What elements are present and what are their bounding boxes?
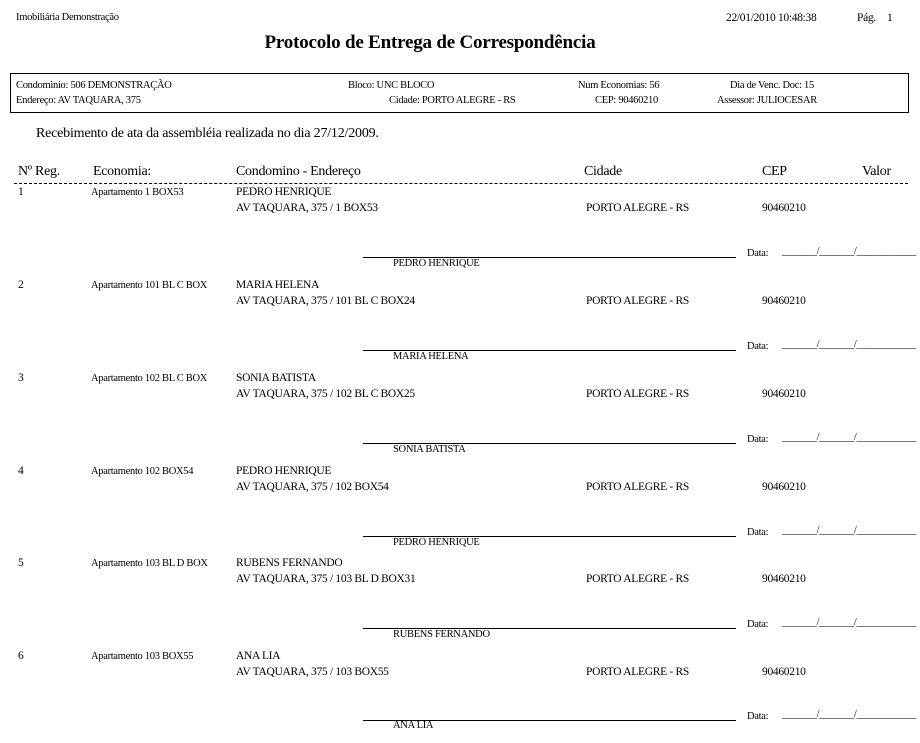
dia-venc-label: Dia de Venc. Doc: [730, 80, 802, 91]
num-economias-label: Num Economias: [578, 80, 647, 91]
bloco-value: UNC BLOCO [376, 80, 435, 91]
header-divider [14, 183, 908, 184]
signer-name: RUBENS FERNANDO [393, 629, 490, 640]
recipient-city: PORTO ALEGRE - RS [586, 202, 689, 214]
dia-venc-field [730, 80, 814, 91]
recipient-name: RUBENS FERNANDO [236, 557, 343, 569]
condominio-label: Condominio: [16, 80, 69, 91]
reg-number: 3 [18, 372, 24, 384]
recipient-cep: 90460210 [762, 202, 806, 214]
col-header-condomino: Condomino - Endereço [236, 164, 361, 179]
table-row [0, 557, 920, 650]
col-header-cidade: Cidade [584, 164, 622, 179]
col-header-reg: Nº Reg. [18, 164, 60, 179]
table-row [0, 186, 920, 279]
company-name: Imobiliária Demonstração [16, 12, 119, 23]
page-label: Pág. [857, 12, 876, 24]
condominium-info-box [10, 73, 909, 113]
endereco-value: AV TAQUARA, 375 [57, 95, 141, 106]
date-blank: _______/_______/____________ [782, 339, 916, 350]
economia: Apartamento 103 BOX55 [91, 651, 194, 662]
date-label: Data: [747, 619, 769, 630]
date-label: Data: [747, 527, 769, 538]
date-blank: _______/_______/____________ [782, 525, 916, 536]
recipient-cep: 90460210 [762, 388, 806, 400]
reg-number: 1 [18, 186, 24, 198]
date-blank: _______/_______/____________ [782, 432, 916, 443]
cidade-value: PORTO ALEGRE - RS [421, 95, 516, 106]
date-label: Data: [747, 434, 769, 445]
economia: Apartamento 1 BOX53 [91, 187, 184, 198]
num-economias-value: 56 [649, 80, 660, 91]
endereco-field [16, 95, 141, 106]
signer-name: SONIA BATISTA [393, 444, 466, 455]
recipient-address: AV TAQUARA, 375 / 102 BOX54 [236, 481, 389, 493]
page-title: Protocolo de Entrega de Correspondência [264, 32, 596, 53]
assessor-label: Assessor: [717, 95, 755, 106]
signer-name: MARIA HELENA [393, 351, 469, 362]
col-header-cep: CEP [762, 164, 787, 179]
col-header-valor: Valor [862, 164, 891, 179]
assessor-field [717, 95, 817, 106]
date-blank: _______/_______/____________ [782, 617, 916, 628]
dia-venc-value: 15 [804, 80, 814, 91]
reg-number: 4 [18, 465, 24, 477]
economia: Apartamento 101 BL C BOX [91, 280, 208, 291]
recipient-city: PORTO ALEGRE - RS [586, 295, 689, 307]
table-row [0, 650, 920, 743]
receipt-message: Recebimento de ata da assembléia realizada no dia 27/12/2009. [36, 126, 379, 141]
reg-number: 2 [18, 279, 24, 291]
condominio-value: 506 DEMONSTRAÇÃO [70, 80, 172, 91]
recipient-cep: 90460210 [762, 481, 806, 493]
endereco-label: Endereço: [16, 95, 56, 106]
date-blank: _______/_______/____________ [782, 709, 916, 720]
economia: Apartamento 102 BL C BOX [91, 373, 208, 384]
economia: Apartamento 102 BOX54 [91, 466, 194, 477]
recipient-name: PEDRO HENRIQUE [236, 465, 332, 477]
recipient-name: SONIA BATISTA [236, 372, 316, 384]
reg-number: 6 [18, 650, 24, 662]
page-number: 1 [887, 12, 893, 24]
table-row [0, 465, 920, 558]
recipient-address: AV TAQUARA, 375 / 102 BL C BOX25 [236, 388, 415, 400]
report-datetime: 22/01/2010 10:48:38 [726, 12, 817, 24]
condominio-field [16, 80, 172, 91]
date-label: Data: [747, 341, 769, 352]
table-row [0, 279, 920, 372]
bloco-field [348, 80, 434, 91]
recipient-address: AV TAQUARA, 375 / 103 BL D BOX31 [236, 573, 416, 585]
recipient-name: ANA LIA [236, 650, 281, 662]
recipient-city: PORTO ALEGRE - RS [586, 666, 689, 678]
signer-name: PEDRO HENRIQUE [393, 258, 480, 269]
recipient-address: AV TAQUARA, 375 / 101 BL C BOX24 [236, 295, 415, 307]
recipient-city: PORTO ALEGRE - RS [586, 481, 689, 493]
date-label: Data: [747, 248, 769, 259]
reg-number: 5 [18, 557, 24, 569]
num-economias-field [578, 80, 659, 91]
signer-name: PEDRO HENRIQUE [393, 537, 480, 548]
col-header-economia: Economia: [93, 164, 151, 179]
recipient-name: PEDRO HENRIQUE [236, 186, 332, 198]
recipient-cep: 90460210 [762, 666, 806, 678]
table-row [0, 372, 920, 465]
recipient-city: PORTO ALEGRE - RS [586, 573, 689, 585]
recipient-cep: 90460210 [762, 295, 806, 307]
signer-name: ANA LIA [393, 720, 434, 731]
bloco-label: Bloco: [348, 80, 375, 91]
cep-field [595, 95, 658, 106]
recipient-cep: 90460210 [762, 573, 806, 585]
date-blank: _______/_______/____________ [782, 246, 916, 257]
cep-value: 90460210 [618, 95, 658, 106]
recipient-address: AV TAQUARA, 375 / 1 BOX53 [236, 202, 378, 214]
economia: Apartamento 103 BL D BOX [91, 558, 208, 569]
date-label: Data: [747, 711, 769, 722]
cep-label: CEP: [595, 95, 616, 106]
recipient-name: MARIA HELENA [236, 279, 319, 291]
cidade-field [389, 95, 515, 106]
recipient-address: AV TAQUARA, 375 / 103 BOX55 [236, 666, 389, 678]
assessor-value: JULIOCESAR [756, 95, 817, 106]
recipient-city: PORTO ALEGRE - RS [586, 388, 689, 400]
cidade-label: Cidade: [389, 95, 420, 106]
